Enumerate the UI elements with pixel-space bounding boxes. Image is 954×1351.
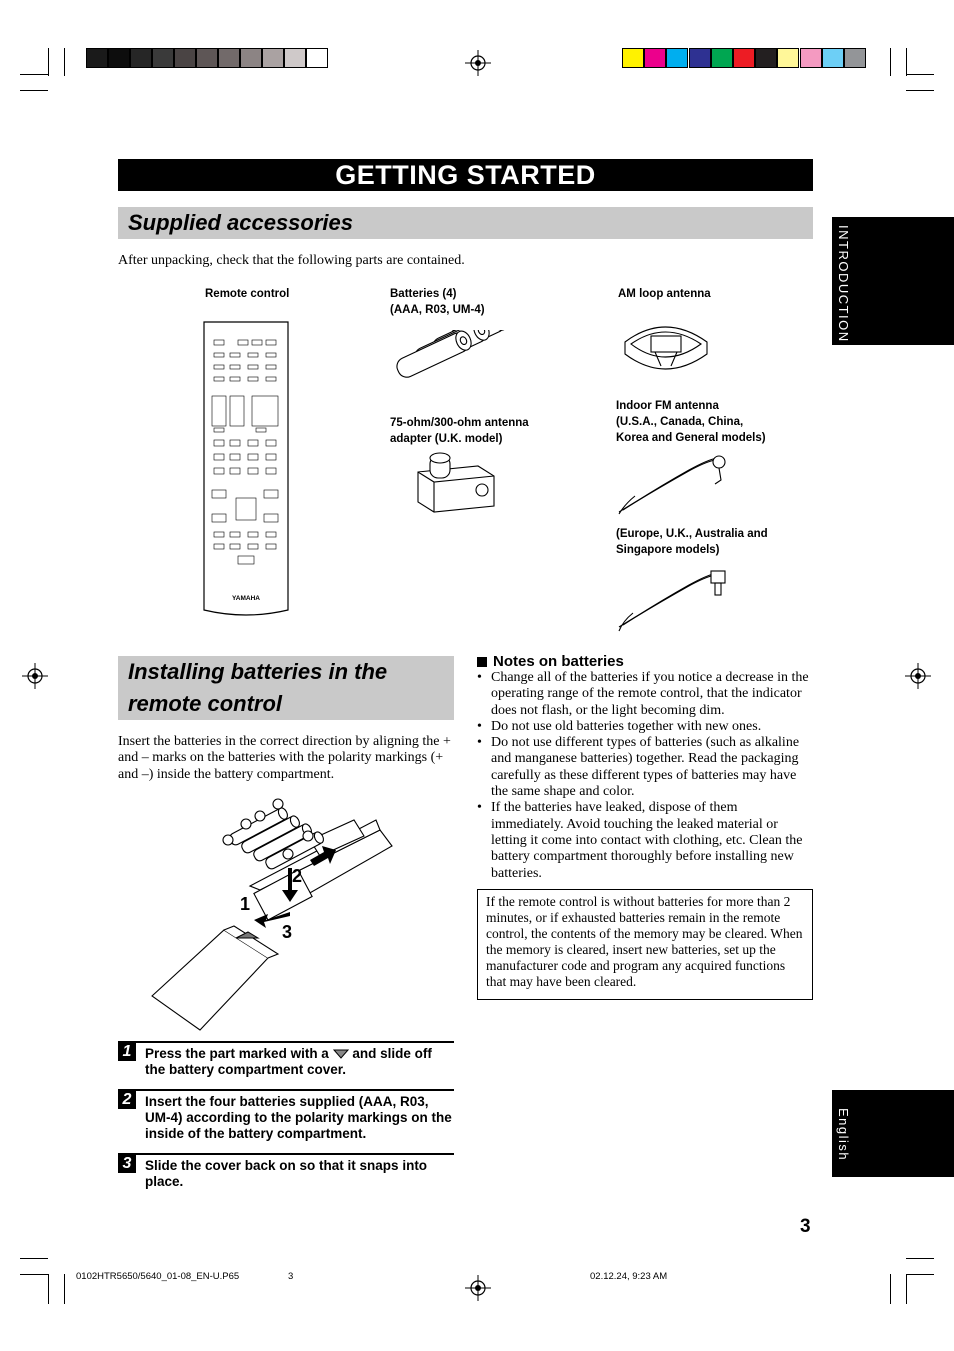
color-swatch xyxy=(844,48,866,68)
color-swatch xyxy=(822,48,844,68)
fm-antenna-label xyxy=(616,398,766,446)
side-tab-english xyxy=(832,1090,954,1177)
gray-swatch xyxy=(86,48,108,68)
step-1-text-b: and slide off the battery compartment cover. xyxy=(145,1046,432,1077)
gray-swatch xyxy=(152,48,174,68)
gray-swatch xyxy=(196,48,218,68)
remote-brand-logo: YAMAHA xyxy=(232,595,260,602)
gray-swatch xyxy=(284,48,306,68)
color-swatch xyxy=(755,48,777,68)
registration-mark-top xyxy=(465,50,491,76)
notes-heading xyxy=(477,653,624,670)
remote-control-illustration xyxy=(200,318,292,618)
note-item: • Do not use old batteries together with new ones. xyxy=(477,719,813,735)
fm-antenna-illustration-general xyxy=(615,450,730,520)
color-swatch xyxy=(644,48,666,68)
gray-swatch xyxy=(174,48,196,68)
side-tab-introduction-label: INTRODUCTION xyxy=(836,225,851,343)
footer-date: 02.12.24, 9:23 AM xyxy=(590,1271,668,1282)
antenna-adapter-label-line1: 75-ohm/300-ohm antenna xyxy=(390,417,529,429)
am-loop-antenna-illustration xyxy=(615,312,715,382)
step-1-number: 1 xyxy=(118,1043,136,1061)
step-1-text-a: Press the part marked with a xyxy=(145,1046,329,1061)
note-item: • If the batteries have leaked, dispose of them immediately. Avoid touching the leaked material or letting it come into contact with clothing, etc. Clean the battery compartment thoroughly before installing new batteries. xyxy=(477,800,813,881)
step-2-text: Insert the four batteries supplied (AAA, R03, UM-4) according to the polarity markings on the inside of the battery compartment. xyxy=(145,1094,452,1141)
square-bullet-icon xyxy=(477,657,487,667)
footer-page: 3 xyxy=(288,1271,294,1282)
color-swatch xyxy=(733,48,755,68)
fm-antenna-illustration-europe xyxy=(615,565,730,635)
registration-mark-bottom xyxy=(465,1275,491,1301)
fm-antenna-label-line1: Indoor FM antenna xyxy=(616,400,719,412)
color-swatch xyxy=(622,48,644,68)
color-swatch xyxy=(689,48,711,68)
gray-swatch xyxy=(240,48,262,68)
fm-antenna-eu-label xyxy=(616,526,768,558)
step-2-number: 2 xyxy=(118,1091,136,1109)
memory-note-box: If the remote control is without batteries for more than 2 minutes, or if exhausted batteries remain in the remote control, the contents of the memory may be cleared. When the memory is cleared, insert new batteries, set up the manufacturer code and program any acquired functions that may have been cleared. xyxy=(477,889,813,1000)
side-tab-introduction xyxy=(832,217,954,345)
callout-3: 3 xyxy=(282,922,293,942)
gray-swatch xyxy=(306,48,328,68)
install-instructions: Insert the batteries in the correct direction by aligning the + and – marks on the batteries with the polarity markings (+ and –) inside the battery compartment. xyxy=(118,734,451,782)
step-3-text: Slide the cover back on so that it snaps into place. xyxy=(145,1158,428,1189)
antenna-adapter-label-line2: adapter (U.K. model) xyxy=(390,433,503,445)
gray-swatch xyxy=(218,48,240,68)
notes-heading-text: Notes on batteries xyxy=(493,653,624,670)
section-heading-installing-batteries: Installing batteries in the remote control xyxy=(118,656,454,720)
footer-filename: 0102HTR5650/5640_01-08_EN-U.P65 xyxy=(76,1271,240,1282)
registration-mark-left xyxy=(22,663,48,689)
gray-swatch xyxy=(108,48,130,68)
page-title: GETTING STARTED xyxy=(118,159,813,191)
page-number: 3 xyxy=(800,1216,811,1237)
callout-1: 1 xyxy=(240,894,251,914)
fm-antenna-eu-label-line2: Singapore models) xyxy=(616,544,720,556)
gray-swatch xyxy=(262,48,284,68)
am-antenna-label: AM loop antenna xyxy=(618,288,711,300)
step-3-number: 3 xyxy=(118,1155,136,1173)
triangle-marker-icon xyxy=(333,1049,349,1059)
step-1 xyxy=(118,1041,454,1087)
batteries-label xyxy=(390,286,485,318)
color-swatch xyxy=(666,48,688,68)
intro-text: After unpacking, check that the following parts are contained. xyxy=(118,253,465,268)
color-swatch xyxy=(777,48,799,68)
fm-antenna-label-line3: Korea and General models) xyxy=(616,432,766,444)
gray-swatch xyxy=(130,48,152,68)
side-tab-english-label: English xyxy=(836,1108,851,1162)
callout-2: 2 xyxy=(292,866,303,886)
batteries-illustration xyxy=(390,330,525,410)
color-swatch xyxy=(711,48,733,68)
step-1-text xyxy=(145,1046,455,1078)
notes-list xyxy=(477,670,813,882)
remote-control-label: Remote control xyxy=(205,288,290,300)
color-swatch xyxy=(800,48,822,68)
fm-antenna-eu-label-line1: (Europe, U.K., Australia and xyxy=(616,528,768,540)
note-item: • Do not use different types of batteries (such as alkaline and manganese batteries) together. Read the packaging carefully as these different types of batteries may have the same shape and color. xyxy=(477,735,813,800)
antenna-adapter-label xyxy=(390,415,529,447)
batteries-label-line2: (AAA, R03, UM-4) xyxy=(390,304,485,316)
antenna-adapter-illustration xyxy=(412,450,497,515)
note-item: • Change all of the batteries if you notice a decrease in the operating range of the remote control, that the indicator does not flash, or the light becoming dim. xyxy=(477,670,813,719)
section-heading-supplied-accessories: Supplied accessories xyxy=(118,207,813,239)
step-3 xyxy=(118,1153,454,1199)
battery-installation-illustration xyxy=(140,790,400,1035)
batteries-label-line1: Batteries (4) xyxy=(390,288,457,300)
step-2 xyxy=(118,1089,454,1151)
fm-antenna-label-line2: (U.S.A., Canada, China, xyxy=(616,416,744,428)
registration-mark-right xyxy=(905,663,931,689)
